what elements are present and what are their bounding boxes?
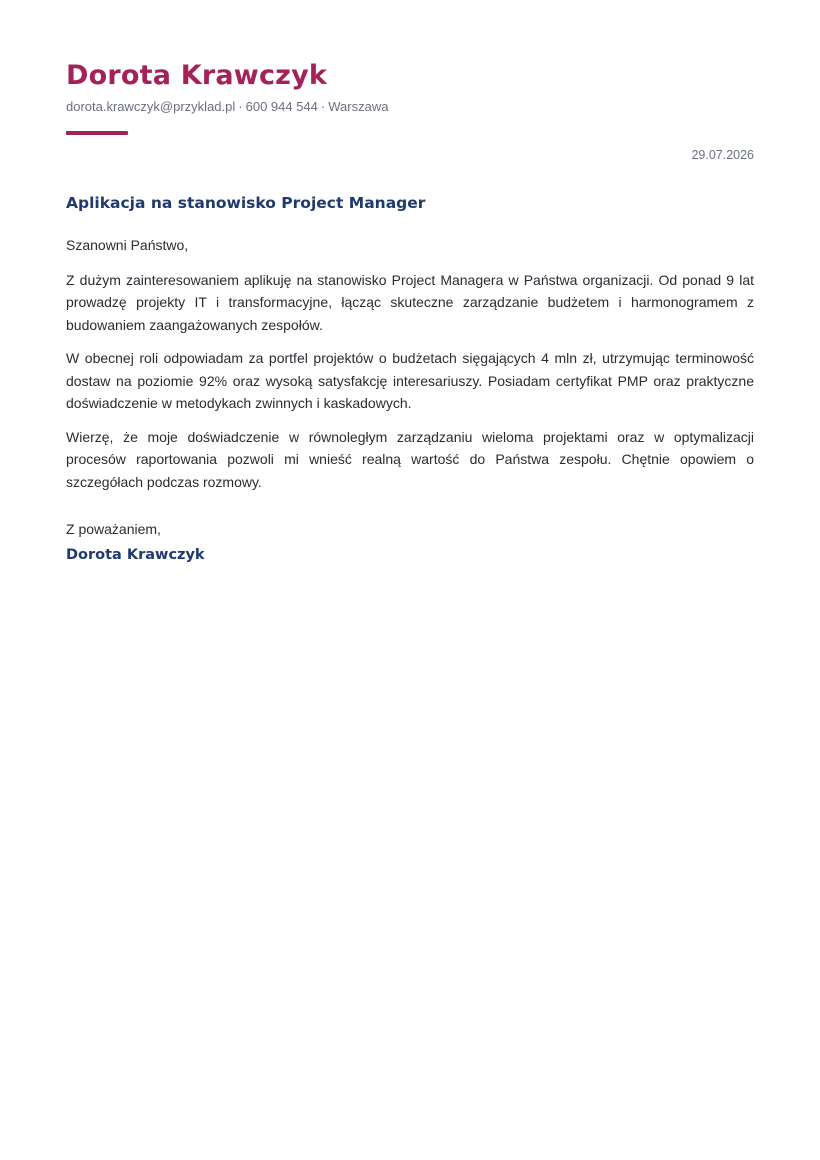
accent-divider [66,131,128,135]
contact-separator: · [238,99,243,114]
salutation: Szanowni Państwo, [66,237,189,253]
letter-body [66,234,754,504]
contact-line [66,98,388,116]
body-paragraph-1: Z dużym zainteresowaniem aplikuję na stanowisko Project Managera w Państwa organizacji. Od ponad 9 lat prowadzę projekty IT i transformacyjne, łącząc skuteczne zarządzanie budżetem i harmonogramem z budowaniem zaangażowanych zespołów. [66,271,754,333]
contact-separator: · [320,99,326,114]
body-paragraph-2: W obecnej roli odpowiadam za portfel projektów o budżetach sięgających 4 mln zł, utrzymując terminowość dostaw na poziomie 92% oraz wysoką satysfakcję interesariuszy. Posiadam certyfikat PMP oraz praktyczne doświadczenie w metodykach zwinnych i kaskadowych. [66,350,754,411]
signature-name: Dorota Krawczyk [66,547,205,563]
letter-subject: Aplikacja na stanowisko Project Manager [66,194,426,212]
closing-phrase: Z poważaniem, [66,521,161,537]
contact-email: dorota.krawczyk@przyklad.pl [66,99,236,114]
applicant-name: Dorota Krawczyk [66,60,328,91]
contact-phone: 600 944 544 [245,99,318,114]
body-paragraph-3: Wierzę, że moje doświadczenie w równoległym zarządzaniu wieloma projektami oraz w optymalizacji procesów raportowania pozwoli mi wnieść realną wartość do Państwa zespołu. Chętnie opowiem o szczegółach podczas rozmowy. [66,428,754,490]
letter-date: 29.07.2026 [691,148,754,162]
contact-city: Warszawa [328,99,389,114]
